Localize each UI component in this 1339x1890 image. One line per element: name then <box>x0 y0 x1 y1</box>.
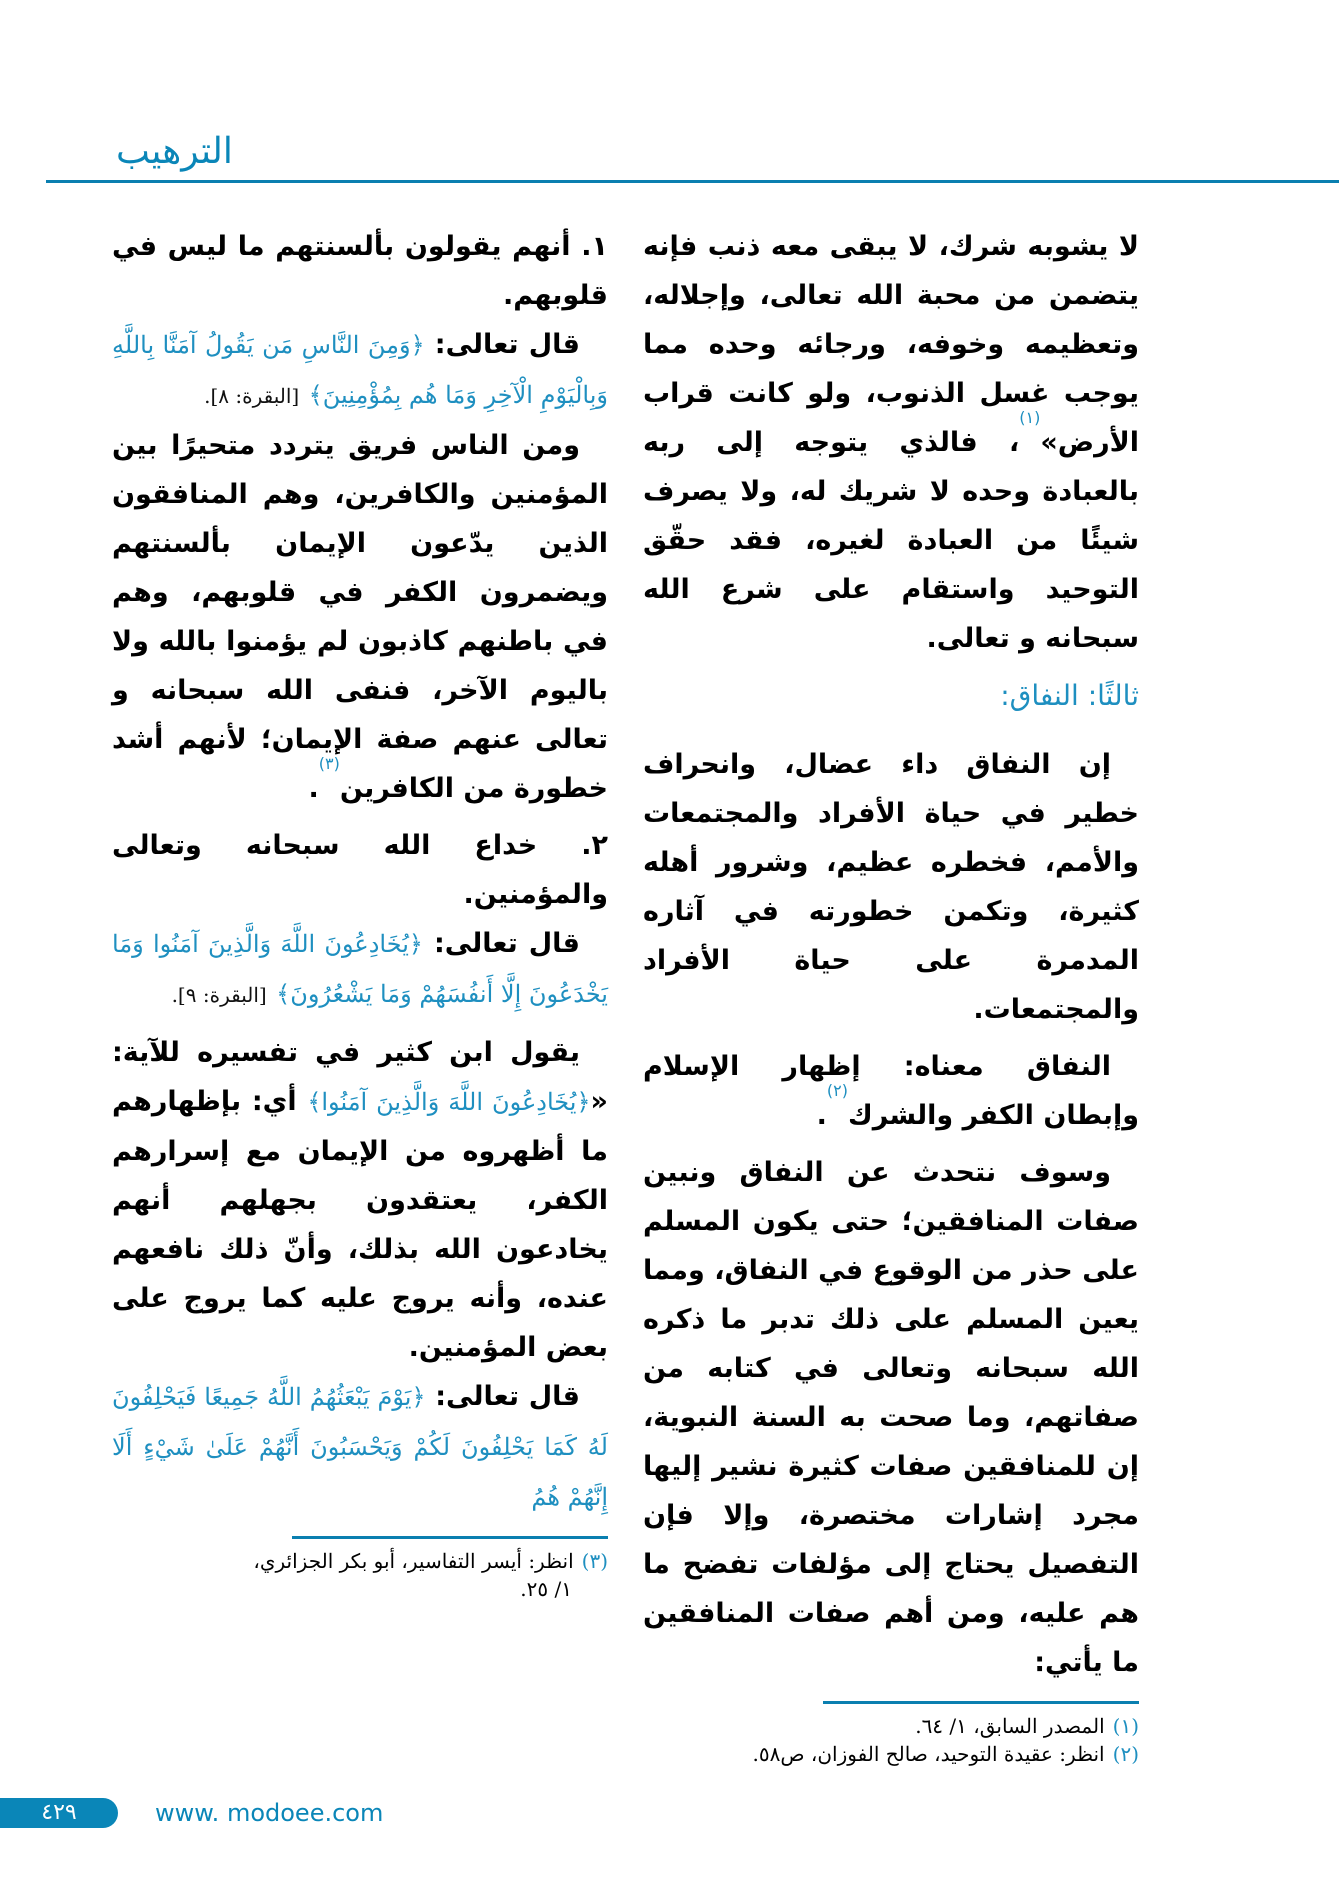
paragraph-text: . <box>308 773 319 804</box>
verse-reference: [البقرة: ٩]. <box>171 983 267 1007</box>
footnote-number: (٢) <box>1112 1742 1139 1766</box>
footnote-ref-2[interactable]: (٢) <box>826 1081 849 1100</box>
left-column <box>112 222 608 1768</box>
footnote-divider <box>292 1536 608 1539</box>
footnote-1 <box>643 1712 1139 1740</box>
section-heading: ثالثًا: النفاق: <box>1000 679 1139 712</box>
footnote-text: انظر: عقيدة التوحيد، صالح الفوزان، ص٥٨. <box>752 1742 1105 1766</box>
quran-verse-block <box>112 320 608 421</box>
ornate-bracket-open-icon: ﴿ <box>410 331 425 359</box>
paragraph <box>643 222 1139 663</box>
website-link[interactable]: www. modoee.com <box>155 1799 384 1827</box>
paragraph-text: أي: بإظهارهم ما أظهروه من الإيمان مع إسرارهم الكفر، يعتقدون بجهلهم أنهم يخادعون الله بذلك، وأنّ ذلك نافعهم عنده، وأنه يروج عليه كما يروج على بعض المؤمنين. <box>112 1086 608 1363</box>
paragraph-text: . <box>816 1100 827 1131</box>
quran-verse-inline: ﴿يُخَادِعُونَ اللَّهَ وَالَّذِينَ آمَنُوا﴾ <box>307 1088 591 1116</box>
chapter-title: الترهيب <box>116 131 233 172</box>
ornate-bracket-open-icon: ﴿ <box>411 1383 426 1411</box>
paragraph-text: ، فالذي يتوجه إلى ربه بالعبادة وحده لا شريك له، ولا يصرف شيئًا من العبادة لغيره، فقد حقّق التوحيد واستقام على شرع الله سبحانه و تعالى. <box>643 427 1139 654</box>
footnote-3 <box>112 1547 608 1575</box>
footnote-number: (٣) <box>581 1549 608 1573</box>
paragraph-text: لا يشوبه شرك، لا يبقى معه ذنب فإنه يتضمن من محبة الله تعالى، وإجلاله، وتعظيمه وخوفه، ورجائه وحده مما يوجب غسل الذنوب، ولو كانت قراب الأرض» <box>643 231 1139 458</box>
list-item-1-title: ١. أنهم يقولون بألسنتهم ما ليس في قلوبهم. <box>112 231 608 311</box>
ornate-bracket-close-icon: ﴾ <box>308 381 323 409</box>
footnote-ref-3[interactable]: (٣) <box>318 754 340 773</box>
verse-intro: قال تعالى: <box>424 329 580 360</box>
paragraph-text: ومن الناس فريق يتردد متحيرًا بين المؤمنين والكافرين، وهم المنافقون الذين يدّعون الإيمان بألسنتهم ويضمرون الكفر في قلوبهم، وهم في باطنهم كاذبون لم يؤمنوا بالله ولا باليوم الآخر، فنفى الله سبحانه و تعالى عنهم صفة الإيمان؛ لأنهم أشد خطورة من الكافرين <box>112 430 608 804</box>
verse-intro: قال تعالى: <box>422 928 580 959</box>
verse-intro: قال تعالى: <box>425 1381 580 1412</box>
paragraph: وسوف نتحدث عن النفاق ونبين صفات المنافقين؛ حتى يكون المسلم على حذر من الوقوع في النفاق، ومما يعين المسلم على ذلك تدبر ما ذكره الله سبحانه وتعالى في كتابه من صفاتهم، وما صحت به السنة النبوية، إن للمنافقين صفات كثيرة نشير إليها مجرد إشارات مختصرة، وإلا فإن التفصيل يحتاج إلى مؤلفات تفضح ما هم عليه، ومن أهم صفات المنافقين ما يأتي: <box>643 1157 1139 1678</box>
footnotes-left-block <box>112 1536 608 1603</box>
footnote-text: المصدر السابق، ١/ ٦٤. <box>915 1714 1105 1738</box>
footnotes-left <box>112 1547 608 1603</box>
footnotes-right-block <box>643 1701 1139 1768</box>
footnote-ref-1[interactable]: (١) <box>1019 408 1041 427</box>
page-number-badge: ٤٢٩ <box>0 1798 118 1828</box>
verse-reference: [البقرة: ٨]. <box>204 384 300 408</box>
paragraph: إن النفاق داء عضال، وانحراف خطير في حياة الأفراد والمجتمعات والأمم، فخطره عظيم، وشرور أهله كثيرة، وتكمن خطورته في آثاره المدمرة على حياة الأفراد والمجتمعات. <box>643 749 1139 1025</box>
quran-verse: وَمِنَ النَّاسِ مَن يَقُولُ آمَنَّا بِاللَّهِ وَبِالْيَوْمِ الْآخِرِ وَمَا هُم بِمُؤْمِنِينَ <box>112 331 608 409</box>
paragraph-text: يقول ابن كثير في تفسيره للآية: « <box>112 1037 608 1117</box>
quran-verse-block <box>112 1372 608 1522</box>
footnote-3-continuation: ١/ ٢٥. <box>520 1577 572 1601</box>
quran-verse: يُخَادِعُونَ اللَّهَ وَالَّذِينَ آمَنُوا وَمَا يَخْدَعُونَ إِلَّا أَنفُسَهُمْ وَمَا يَشْعُرُونَ <box>112 930 608 1008</box>
paragraph <box>112 1028 608 1372</box>
quran-verse: يَوْمَ يَبْعَثُهُمُ اللَّهُ جَمِيعًا فَيَحْلِفُونَ لَهُ كَمَا يَحْلِفُونَ لَكُمْ وَيَحْسَبُونَ أَنَّهُمْ عَلَىٰ شَيْءٍ أَلَا إِنَّهُمْ هُمُ <box>112 1383 608 1511</box>
paragraph <box>112 421 608 813</box>
footnotes-right <box>643 1712 1139 1768</box>
quran-verse-block <box>112 919 608 1020</box>
list-item-2-title: ٢. خداع الله سبحانه وتعالى والمؤمنين. <box>112 830 608 910</box>
ornate-bracket-open-icon: ﴿ <box>408 930 423 958</box>
ornate-bracket-close-icon: ﴾ <box>276 980 291 1008</box>
paragraph-text: النفاق معناه: إظهار الإسلام وإبطان الكفر والشرك <box>643 1051 1139 1131</box>
footnote-2 <box>643 1740 1139 1768</box>
footnote-divider <box>823 1701 1139 1704</box>
footnote-text: انظر: أيسر التفاسير، أبو بكر الجزائري، <box>253 1549 574 1573</box>
page-footer <box>0 1788 1339 1868</box>
right-column <box>643 222 1139 1768</box>
footnote-number: (١) <box>1112 1714 1139 1738</box>
paragraph <box>643 1042 1139 1140</box>
